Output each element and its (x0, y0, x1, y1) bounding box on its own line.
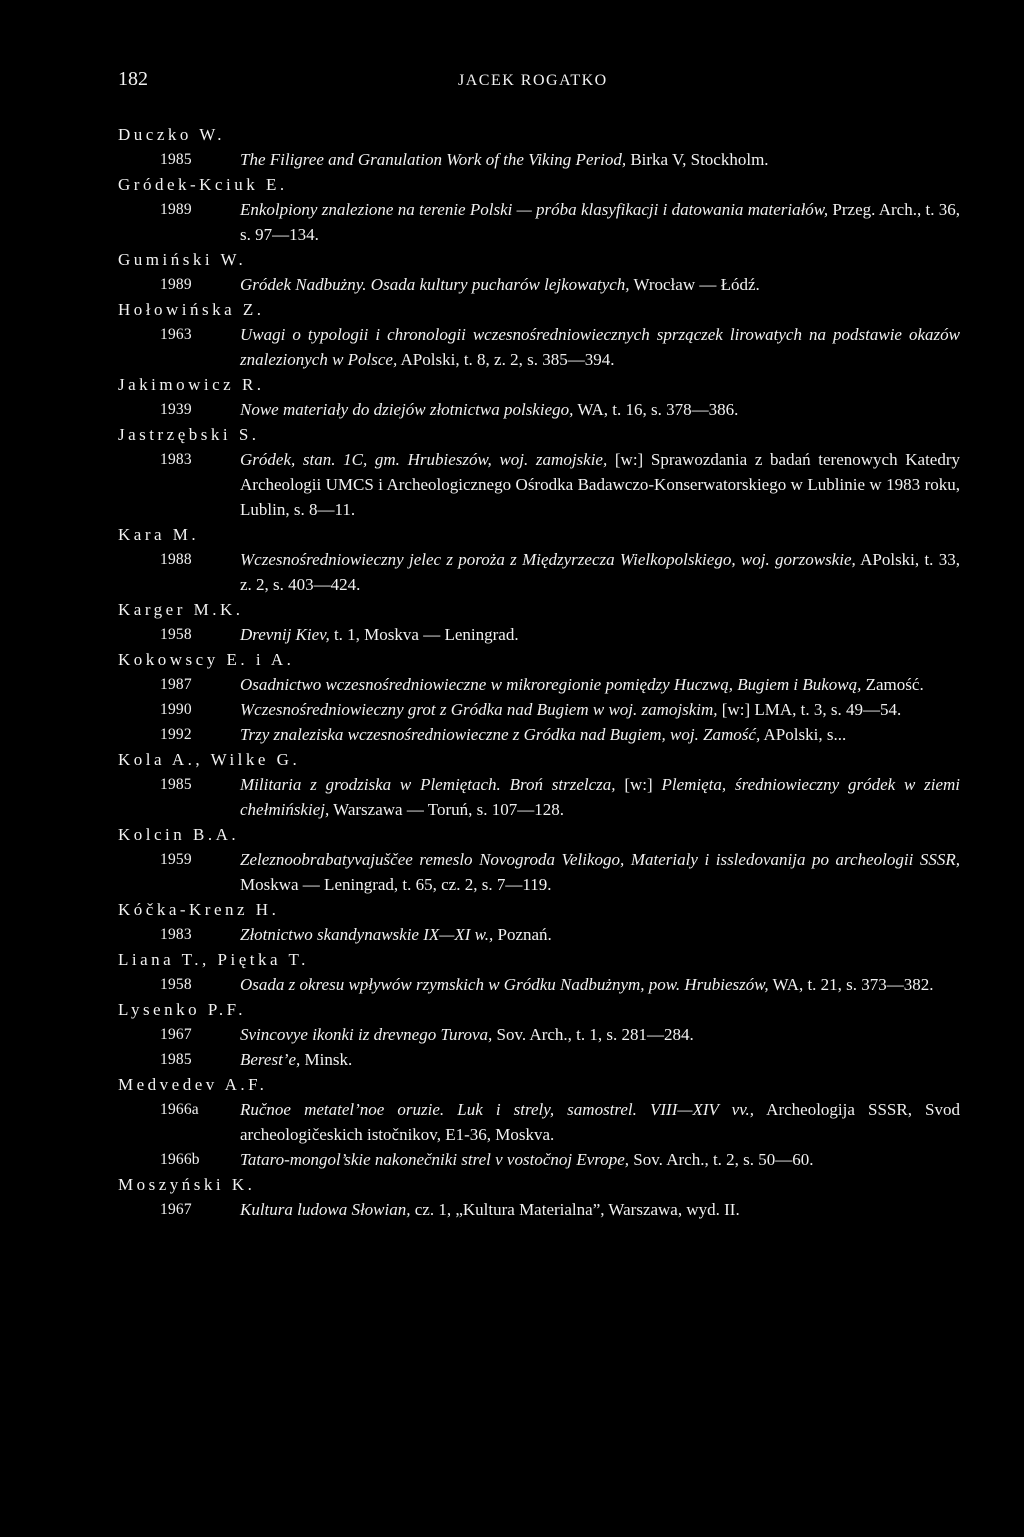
work-year: 1958 (160, 626, 192, 643)
author-name: Karger M.K. (118, 600, 244, 619)
work-title: Gródek Nadbużny. Osada kultury pucharów lejkowatych, (240, 275, 630, 294)
page-number: 182 (118, 68, 148, 90)
work-citation (240, 197, 960, 247)
work-year: 1989 (160, 276, 192, 293)
work-citation (240, 622, 960, 647)
work-entry (118, 722, 960, 747)
work-details: Sov. Arch., t. 1, s. 281—284. (492, 1025, 694, 1044)
bibliography-entry (118, 297, 960, 372)
work-title: Zeleznoobrabatyvajuščee remeslo Novogroda Velikogo, Materialy i issledovanija po archeologii SSSR, (240, 850, 960, 869)
work-entry (118, 847, 960, 897)
work-year: 1983 (160, 451, 192, 468)
work-details: Birka V, Stockholm. (626, 150, 769, 169)
work-citation (240, 847, 960, 897)
work-details: WA, t. 16, s. 378—386. (573, 400, 739, 419)
work-title: Nowe materiały do dziejów złotnictwa polskiego, (240, 400, 574, 419)
work-details: [w:] Sprawozdania z badań terenowych Katedry Archeologii UMCS i Archeologicznego Ośrodka Badawczo-Konserwatorskiego w Lublinie w 1983 roku, Lublin, s. 8—11. (240, 450, 961, 519)
work-entry (118, 772, 960, 822)
bibliography-entry (118, 422, 960, 522)
work-year: 1992 (160, 726, 192, 743)
work-title: Wczesnośredniowieczny grot z Gródka nad Bugiem w woj. zamojskim, (240, 700, 718, 719)
work-citation (240, 397, 960, 422)
work-details: WA, t. 21, s. 373—382. (768, 975, 934, 994)
work-details: Moskwa — Leningrad, t. 65, cz. 2, s. 7—119. (240, 875, 552, 894)
work-citation (240, 1197, 960, 1222)
work-year: 1967 (160, 1026, 192, 1043)
author-name: Gródek-Kciuk E. (118, 175, 288, 194)
work-title: Plemięta, średniowieczny gródek w ziemi chełmińskiej, (240, 775, 961, 819)
work-details: Wrocław — Łódź. (629, 275, 760, 294)
work-year: 1987 (160, 676, 192, 693)
work-citation (240, 322, 960, 372)
work-citation (240, 722, 960, 747)
work-title: Enkolpiony znalezione na terenie Polski — próba klasyfikacji i datowania materiałów, (240, 200, 829, 219)
author-name: Jastrzębski S. (118, 425, 260, 444)
work-entry (118, 147, 960, 172)
work-title: Wczesnośredniowieczny jelec z poroża z Międzyrzecza Wielkopolskiego, woj. gorzowskie, (240, 550, 856, 569)
work-year: 1985 (160, 1051, 192, 1068)
work-year: 1939 (160, 401, 192, 418)
work-title: Osada z okresu wpływów rzymskich w Gródku Nadbużnym, pow. Hrubieszów, (240, 975, 769, 994)
work-entry (118, 272, 960, 297)
work-title: Złotnictwo skandynawskie IX—XI w., (240, 925, 494, 944)
work-citation (240, 547, 960, 597)
work-details: cz. 1, „Kultura Materialna”, Warszawa, wyd. II. (410, 1200, 740, 1219)
work-year: 1985 (160, 151, 192, 168)
work-year: 1990 (160, 701, 192, 718)
author-name: Kola A., Wilke G. (118, 750, 301, 769)
author-name: Kolcin B.A. (118, 825, 240, 844)
work-details: APolski, s... (760, 725, 847, 744)
work-citation (240, 147, 960, 172)
author-name: Liana T., Piętka T. (118, 950, 309, 969)
work-details: Warszawa — Toruń, s. 107—128. (329, 800, 564, 819)
work-details: t. 1, Moskva — Leningrad. (329, 625, 519, 644)
work-entry (118, 1147, 960, 1172)
work-title: Uwagi o typologii i chronologii wczesnośredniowiecznych sprzączek lirowatych na podstawie okazów znalezionych w Polsce, (240, 325, 960, 369)
work-citation (240, 272, 960, 297)
author-name: Moszyński K. (118, 1175, 256, 1194)
work-citation (240, 972, 960, 997)
work-details: Poznań. (493, 925, 552, 944)
work-details: Przeg. Arch., t. 36, s. 97—134. (240, 200, 960, 244)
running-head: JACEK ROGATKO (458, 72, 608, 89)
work-year: 1959 (160, 851, 192, 868)
work-entry (118, 697, 960, 722)
work-details: Minsk. (300, 1050, 353, 1069)
work-year: 1985 (160, 776, 192, 793)
bibliography-entry (118, 897, 960, 947)
work-year: 1966b (160, 1151, 200, 1168)
work-citation (240, 772, 960, 822)
bibliography-entry (118, 1172, 960, 1222)
work-title: Osadnictwo wczesnośredniowieczne w mikroregionie pomiędzy Huczwą, Bugiem i Bukową, (240, 675, 862, 694)
author-name: Medvedev A.F. (118, 1075, 268, 1094)
work-year: 1988 (160, 551, 192, 568)
work-year: 1963 (160, 326, 192, 343)
work-details: APolski, t. 8, z. 2, s. 385—394. (397, 350, 615, 369)
bibliography-entry (118, 822, 960, 897)
work-entry (118, 672, 960, 697)
work-title: Militaria z grodziska w Plemiętach. Broń strzelcza, (240, 775, 616, 794)
work-entry (118, 547, 960, 597)
work-entry (118, 622, 960, 647)
work-title: Berest’e, (240, 1050, 301, 1069)
work-citation (240, 1047, 960, 1072)
author-name: Duczko W. (118, 125, 226, 144)
work-title: The Filigree and Granulation Work of the Viking Period, (240, 150, 627, 169)
work-entry (118, 1022, 960, 1047)
bibliography-entry (118, 997, 960, 1072)
work-details: Sov. Arch., t. 2, s. 50—60. (629, 1150, 814, 1169)
work-title: Svincovye ikonki iz drevnego Turova, (240, 1025, 493, 1044)
bibliography-entry (118, 1072, 960, 1172)
work-entry (118, 1197, 960, 1222)
author-name: Kara M. (118, 525, 200, 544)
work-details: Archeologija SSSR, Svod archeologičeskich istočnikov, E1-36, Moskva. (240, 1100, 961, 1144)
work-citation (240, 1097, 960, 1147)
bibliography-entry (118, 947, 960, 997)
bibliography-entry (118, 247, 960, 297)
author-name: Kóčka-Krenz H. (118, 900, 280, 919)
work-citation (240, 922, 960, 947)
work-title: Drevnij Kiev, (240, 625, 330, 644)
work-entry (118, 922, 960, 947)
work-entry (118, 447, 960, 522)
bibliography-entry (118, 172, 960, 247)
work-citation (240, 1147, 960, 1172)
work-details: APolski, t. 33, z. 2, s. 403—424. (240, 550, 960, 594)
work-entry (118, 322, 960, 372)
bibliography-entry (118, 122, 960, 172)
work-title: Trzy znaleziska wczesnośredniowieczne z Gródka nad Bugiem, woj. Zamość, (240, 725, 761, 744)
bibliography-entry (118, 647, 960, 747)
work-title: Ručnoe metatel’noe oruzie. Luk i strely, samostrel. VIII—XIV vv., (240, 1100, 755, 1119)
work-details: Zamość. (861, 675, 924, 694)
work-details: [w:] (615, 775, 662, 794)
work-title: Kultura ludowa Słowian, (240, 1200, 411, 1219)
bibliography-entry (118, 522, 960, 597)
work-entry (118, 197, 960, 247)
page-header (118, 68, 968, 98)
bibliography-list (118, 122, 960, 1222)
work-citation (240, 697, 960, 722)
work-citation (240, 672, 960, 697)
work-entry (118, 397, 960, 422)
bibliography-entry (118, 747, 960, 822)
author-name: Jakimowicz R. (118, 375, 265, 394)
work-year: 1966a (160, 1101, 199, 1118)
work-year: 1967 (160, 1201, 192, 1218)
work-entry (118, 1047, 960, 1072)
work-entry (118, 972, 960, 997)
author-name: Gumiński W. (118, 250, 247, 269)
author-name: Hołowińska Z. (118, 300, 265, 319)
work-citation (240, 447, 960, 522)
work-title: Gródek, stan. 1C, gm. Hrubieszów, woj. zamojskie, (240, 450, 608, 469)
author-name: Lysenko P.F. (118, 1000, 247, 1019)
author-name: Kokowscy E. i A. (118, 650, 295, 669)
work-year: 1958 (160, 976, 192, 993)
work-year: 1983 (160, 926, 192, 943)
work-citation (240, 1022, 960, 1047)
bibliography-entry (118, 597, 960, 647)
work-entry (118, 1097, 960, 1147)
bibliography-entry (118, 372, 960, 422)
work-title: Tataro-mongol’skie nakonečniki strel v vostočnoj Evrope, (240, 1150, 630, 1169)
work-details: [w:] LMA, t. 3, s. 49—54. (717, 700, 902, 719)
work-year: 1989 (160, 201, 192, 218)
